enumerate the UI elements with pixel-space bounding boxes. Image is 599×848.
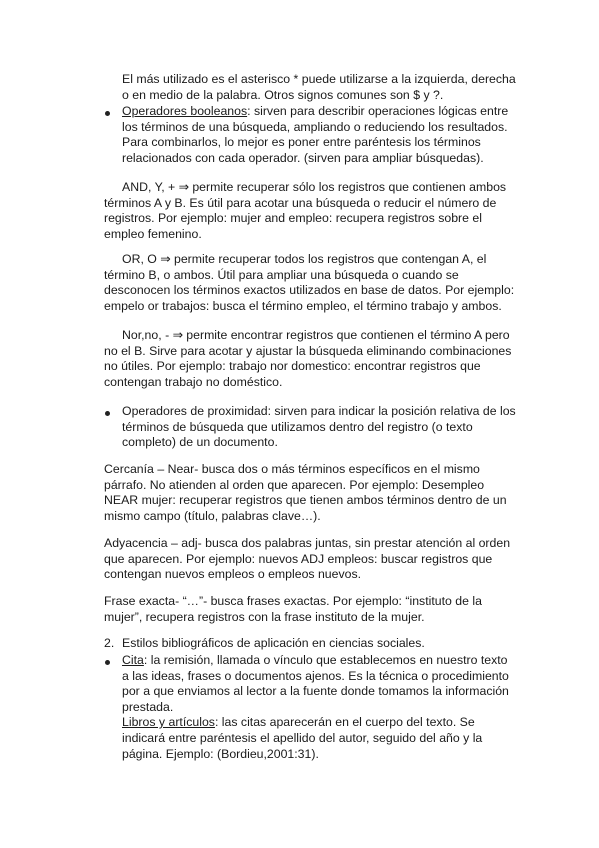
estilos-heading: Estilos bibliográficos de aplicación en ciencias sociales. (122, 636, 425, 650)
booleanos-description: : sirven para describir operaciones lógicas entre los términos de una búsqueda, ampliando o reduciendo los resultados. Para combinarlos, lo mejor es poner entre paréntesis los términos relacionados con cada operador. (sirven para ampliar búsquedas). (122, 104, 509, 165)
nor-paragraph: Nor,no, - ⇒ permite encontrar registros que contienen el término A pero no el B. Sirve para acotar y ajustar la búsqueda eliminando combinaciones no útiles. Por ejemplo: trabajo nor domestico: encontrar registros que contengan trabajo no doméstico. (104, 328, 512, 389)
cercania-paragraph: Cercanía – Near- busca dos o más términos específicos en el mismo párrafo. No atienden al orden que aparecen. Por ejemplo: Desempleo NEAR mujer: recuperar registros que tienen ambos términos dentro de un mismo campo (título, palabras clave…). (104, 462, 507, 523)
cita-term: Cita (122, 653, 144, 667)
frase-exacta-paragraph: Frase exacta- “…”- busca frases exactas. Por ejemplo: “instituto de la mujer”, recupera registros con la frase instituto de la mujer. (104, 594, 482, 624)
proximidad-bullet-text: Operadores de proximidad: sirven para indicar la posición relativa de los términos de búsqueda que utilizamos dentro del registro (o texto completo) de un documento. (122, 404, 516, 450)
bullet-icon (105, 411, 110, 416)
bullet-icon (105, 660, 110, 665)
libros-articulos-description: : las citas aparecerán en el cuerpo del texto. Se indicará entre paréntesis el apellido del autor, seguido del año y la página. Ejemplo: (Bordieu,2001:31). (122, 715, 483, 761)
booleanos-term: Operadores booleanos (122, 104, 248, 118)
booleanos-bullet-text (122, 104, 517, 166)
libros-articulos-term: Libros y artículos (122, 715, 215, 730)
and-paragraph: AND, Y, + ⇒ permite recuperar sólo los registros que contienen ambos términos A y B. Es útil para acotar una búsqueda o reducir el número de registros. Por ejemplo: mujer and empleo: recupera registros sobre el empleo femenino. (104, 180, 507, 241)
cita-description: : la remisión, llamada o vínculo que establecemos en nuestro texto a las ideas, frases o documentos ajenos. Es la técnica o procedimiento por a que enviamos al lector a la fuente donde tomamos la información prestada. (122, 653, 509, 714)
bullet-icon (105, 111, 110, 116)
or-paragraph: OR, O ⇒ permite recuperar todos los registros que contengan A, el término B, o ambos. Útil para ampliar una búsqueda o cuando se desconocen los términos exactos utilizados en base de datos. Por ejemplo: empelo or trabajos: busca el término empleo, el término trabajo y ambos. (104, 252, 515, 313)
intro-paragraph: El más utilizado es el asterisco * puede utilizarse a la izquierda, derecha o en medio de la palabra. Otros signos comunes son $ y ?. (122, 72, 516, 102)
list-number: 2. (104, 636, 115, 650)
cita-bullet-text (122, 653, 517, 762)
adyacencia-paragraph: Adyacencia – adj- busca dos palabras juntas, sin prestar atención al orden que aparecen. Por ejemplo: nuevos ADJ empleos: buscar registros que contengan nuevos empleos o empleos nuevos. (104, 536, 511, 582)
